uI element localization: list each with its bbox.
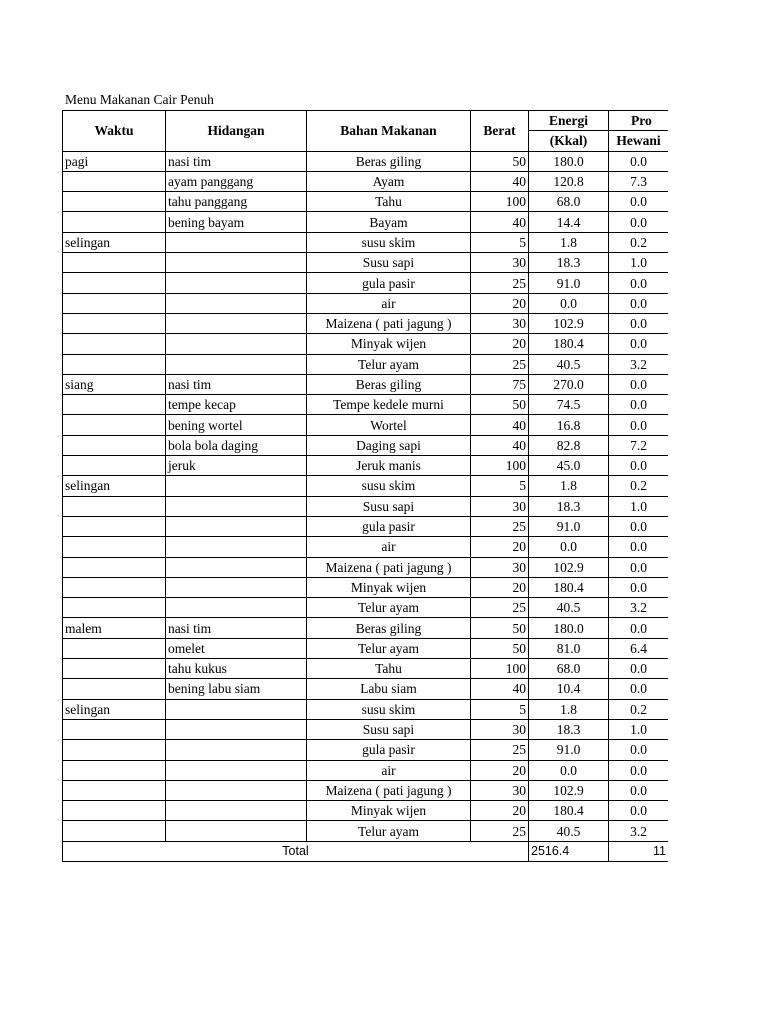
menu-table — [62, 110, 668, 862]
cell-bahan-makanan: air — [307, 537, 471, 557]
table-row — [63, 374, 669, 394]
cell-energi: 0.0 — [529, 760, 609, 780]
cell-waktu: siang — [63, 374, 166, 394]
cell-berat: 40 — [471, 415, 529, 435]
cell-bahan-makanan: Labu siam — [307, 679, 471, 699]
cell-waktu — [63, 253, 166, 273]
cell-hidangan: bening wortel — [166, 415, 307, 435]
cell-bahan-makanan: Telur ayam — [307, 598, 471, 618]
cell-waktu — [63, 293, 166, 313]
cell-hidangan — [166, 780, 307, 800]
table-row — [63, 679, 669, 699]
table-row — [63, 334, 669, 354]
cell-bahan-makanan: gula pasir — [307, 516, 471, 536]
header-waktu: Waktu — [63, 111, 166, 152]
cell-berat: 40 — [471, 679, 529, 699]
cell-berat: 30 — [471, 253, 529, 273]
cell-waktu — [63, 354, 166, 374]
cell-hidangan — [166, 253, 307, 273]
cell-hidangan: ayam panggang — [166, 171, 307, 191]
cell-berat: 5 — [471, 476, 529, 496]
table-row — [63, 638, 669, 658]
cell-waktu — [63, 679, 166, 699]
table-body — [63, 151, 669, 841]
header-hidangan: Hidangan — [166, 111, 307, 152]
cell-waktu — [63, 273, 166, 293]
table-row — [63, 659, 669, 679]
cell-bahan-makanan: Minyak wijen — [307, 334, 471, 354]
cell-hewani: 1.0 — [609, 719, 669, 739]
cell-energi: 18.3 — [529, 719, 609, 739]
cell-waktu — [63, 577, 166, 597]
cell-berat: 100 — [471, 456, 529, 476]
cell-bahan-makanan: Maizena ( pati jagung ) — [307, 780, 471, 800]
cell-bahan-makanan: Tahu — [307, 659, 471, 679]
cell-waktu — [63, 496, 166, 516]
cell-hidangan — [166, 232, 307, 252]
cell-bahan-makanan: air — [307, 293, 471, 313]
cell-berat: 5 — [471, 232, 529, 252]
cell-hewani: 0.2 — [609, 476, 669, 496]
cell-bahan-makanan: Telur ayam — [307, 638, 471, 658]
cell-bahan-makanan: Beras giling — [307, 618, 471, 638]
cell-berat: 20 — [471, 801, 529, 821]
cell-hewani: 0.0 — [609, 192, 669, 212]
cell-waktu — [63, 171, 166, 191]
cell-berat: 30 — [471, 557, 529, 577]
cell-bahan-makanan: susu skim — [307, 476, 471, 496]
cell-berat: 5 — [471, 699, 529, 719]
cell-hewani: 0.2 — [609, 232, 669, 252]
table-row — [63, 740, 669, 760]
cell-bahan-makanan: Susu sapi — [307, 496, 471, 516]
cell-berat: 25 — [471, 354, 529, 374]
cell-hewani: 0.0 — [609, 293, 669, 313]
cell-hewani: 0.0 — [609, 659, 669, 679]
table-row — [63, 232, 669, 252]
table-row — [63, 435, 669, 455]
cell-berat: 25 — [471, 821, 529, 841]
table-row — [63, 354, 669, 374]
cell-bahan-makanan: Tempe kedele murni — [307, 395, 471, 415]
total-hewani: 11 — [609, 841, 669, 861]
header-energi: Energi — [529, 111, 609, 131]
cell-hidangan: nasi tim — [166, 374, 307, 394]
table-row — [63, 821, 669, 841]
cell-bahan-makanan: Telur ayam — [307, 354, 471, 374]
cell-hewani: 0.0 — [609, 313, 669, 333]
cell-waktu — [63, 801, 166, 821]
cell-waktu: malem — [63, 618, 166, 638]
cell-hewani: 0.0 — [609, 151, 669, 171]
cell-berat: 25 — [471, 598, 529, 618]
cell-energi: 40.5 — [529, 598, 609, 618]
cell-hidangan: tempe kecap — [166, 395, 307, 415]
cell-hewani: 7.3 — [609, 171, 669, 191]
cell-hewani: 0.0 — [609, 395, 669, 415]
cell-hidangan — [166, 537, 307, 557]
cell-energi: 180.0 — [529, 151, 609, 171]
table-row — [63, 760, 669, 780]
cell-waktu — [63, 719, 166, 739]
cell-energi: 180.4 — [529, 577, 609, 597]
cell-waktu — [63, 516, 166, 536]
menu-table-viewport — [62, 110, 668, 864]
cell-energi: 1.8 — [529, 699, 609, 719]
cell-bahan-makanan: Beras giling — [307, 374, 471, 394]
cell-hewani: 0.0 — [609, 679, 669, 699]
table-row — [63, 151, 669, 171]
table-row — [63, 577, 669, 597]
cell-bahan-makanan: Ayam — [307, 171, 471, 191]
cell-bahan-makanan: Tahu — [307, 192, 471, 212]
table-row — [63, 293, 669, 313]
cell-berat: 40 — [471, 212, 529, 232]
cell-energi: 40.5 — [529, 354, 609, 374]
cell-energi: 102.9 — [529, 780, 609, 800]
cell-hewani: 0.0 — [609, 516, 669, 536]
cell-energi: 81.0 — [529, 638, 609, 658]
cell-energi: 270.0 — [529, 374, 609, 394]
cell-hidangan: nasi tim — [166, 618, 307, 638]
cell-waktu — [63, 598, 166, 618]
cell-energi: 14.4 — [529, 212, 609, 232]
cell-hidangan: jeruk — [166, 456, 307, 476]
cell-berat: 40 — [471, 171, 529, 191]
cell-berat: 20 — [471, 537, 529, 557]
table-row — [63, 557, 669, 577]
cell-hewani: 0.0 — [609, 415, 669, 435]
cell-hewani: 1.0 — [609, 253, 669, 273]
cell-hidangan — [166, 496, 307, 516]
cell-hewani: 0.0 — [609, 374, 669, 394]
cell-waktu — [63, 780, 166, 800]
cell-energi: 82.8 — [529, 435, 609, 455]
cell-waktu — [63, 760, 166, 780]
cell-hidangan — [166, 313, 307, 333]
cell-berat: 40 — [471, 435, 529, 455]
cell-hidangan — [166, 293, 307, 313]
header-bahan-makanan: Bahan Makanan — [307, 111, 471, 152]
cell-waktu — [63, 192, 166, 212]
cell-berat: 100 — [471, 659, 529, 679]
cell-hidangan — [166, 577, 307, 597]
cell-hidangan: omelet — [166, 638, 307, 658]
cell-bahan-makanan: air — [307, 760, 471, 780]
table-row — [63, 456, 669, 476]
cell-waktu — [63, 435, 166, 455]
cell-hidangan — [166, 821, 307, 841]
cell-bahan-makanan: susu skim — [307, 232, 471, 252]
cell-bahan-makanan: gula pasir — [307, 740, 471, 760]
cell-berat: 20 — [471, 760, 529, 780]
cell-hewani: 3.2 — [609, 598, 669, 618]
cell-waktu — [63, 313, 166, 333]
cell-berat: 50 — [471, 618, 529, 638]
table-row — [63, 395, 669, 415]
table-row — [63, 476, 669, 496]
cell-hewani: 0.0 — [609, 618, 669, 638]
cell-bahan-makanan: Maizena ( pati jagung ) — [307, 557, 471, 577]
cell-hewani: 0.0 — [609, 537, 669, 557]
table-row — [63, 212, 669, 232]
cell-hidangan — [166, 516, 307, 536]
cell-energi: 40.5 — [529, 821, 609, 841]
cell-energi: 1.8 — [529, 232, 609, 252]
cell-energi: 10.4 — [529, 679, 609, 699]
total-label: Total — [63, 841, 529, 861]
cell-hewani: 7.2 — [609, 435, 669, 455]
cell-waktu — [63, 212, 166, 232]
cell-hewani: 0.0 — [609, 740, 669, 760]
table-row — [63, 516, 669, 536]
cell-berat: 100 — [471, 192, 529, 212]
cell-energi: 180.0 — [529, 618, 609, 638]
cell-waktu — [63, 415, 166, 435]
cell-hewani: 0.0 — [609, 801, 669, 821]
cell-hidangan — [166, 699, 307, 719]
cell-waktu — [63, 456, 166, 476]
cell-waktu — [63, 334, 166, 354]
cell-hewani: 0.0 — [609, 334, 669, 354]
cell-energi: 102.9 — [529, 313, 609, 333]
cell-hidangan — [166, 334, 307, 354]
cell-bahan-makanan: gula pasir — [307, 273, 471, 293]
cell-hewani: 0.0 — [609, 760, 669, 780]
cell-hidangan — [166, 740, 307, 760]
cell-energi: 68.0 — [529, 659, 609, 679]
cell-hidangan — [166, 557, 307, 577]
cell-berat: 30 — [471, 719, 529, 739]
cell-hidangan: tahu kukus — [166, 659, 307, 679]
cell-hidangan: tahu panggang — [166, 192, 307, 212]
cell-bahan-makanan: Susu sapi — [307, 719, 471, 739]
cell-hidangan: bening bayam — [166, 212, 307, 232]
cell-hewani: 0.2 — [609, 699, 669, 719]
cell-energi: 91.0 — [529, 516, 609, 536]
cell-bahan-makanan: Jeruk manis — [307, 456, 471, 476]
header-hewani: Hewani — [609, 131, 669, 151]
cell-hewani: 0.0 — [609, 557, 669, 577]
cell-hewani: 1.0 — [609, 496, 669, 516]
header-berat: Berat — [471, 111, 529, 152]
table-row — [63, 699, 669, 719]
cell-waktu: selingan — [63, 476, 166, 496]
cell-hidangan — [166, 719, 307, 739]
cell-berat: 20 — [471, 577, 529, 597]
table-row — [63, 171, 669, 191]
table-row — [63, 273, 669, 293]
cell-berat: 50 — [471, 638, 529, 658]
cell-berat: 50 — [471, 395, 529, 415]
cell-energi: 0.0 — [529, 537, 609, 557]
cell-energi: 18.3 — [529, 253, 609, 273]
cell-energi: 120.8 — [529, 171, 609, 191]
cell-energi: 91.0 — [529, 740, 609, 760]
cell-bahan-makanan: Wortel — [307, 415, 471, 435]
cell-hidangan — [166, 354, 307, 374]
cell-hewani: 0.0 — [609, 212, 669, 232]
cell-waktu: pagi — [63, 151, 166, 171]
cell-waktu — [63, 557, 166, 577]
header-protein: Pro — [609, 111, 669, 131]
cell-waktu — [63, 537, 166, 557]
cell-hewani: 0.0 — [609, 456, 669, 476]
cell-energi: 0.0 — [529, 293, 609, 313]
cell-waktu: selingan — [63, 699, 166, 719]
table-row — [63, 253, 669, 273]
total-energi: 2516.4 — [529, 841, 609, 861]
cell-hidangan — [166, 476, 307, 496]
table-row — [63, 537, 669, 557]
cell-waktu — [63, 740, 166, 760]
cell-hidangan: bola bola daging — [166, 435, 307, 455]
header-energi-unit: (Kkal) — [529, 131, 609, 151]
cell-bahan-makanan: susu skim — [307, 699, 471, 719]
cell-berat: 25 — [471, 516, 529, 536]
cell-energi: 180.4 — [529, 801, 609, 821]
cell-berat: 30 — [471, 313, 529, 333]
cell-berat: 75 — [471, 374, 529, 394]
cell-bahan-makanan: Telur ayam — [307, 821, 471, 841]
cell-energi: 180.4 — [529, 334, 609, 354]
cell-energi: 74.5 — [529, 395, 609, 415]
cell-hewani: 0.0 — [609, 273, 669, 293]
cell-hewani: 0.0 — [609, 577, 669, 597]
table-row — [63, 598, 669, 618]
total-row — [63, 841, 669, 861]
cell-energi: 18.3 — [529, 496, 609, 516]
cell-waktu: selingan — [63, 232, 166, 252]
table-row — [63, 780, 669, 800]
cell-hewani: 6.4 — [609, 638, 669, 658]
cell-hidangan — [166, 598, 307, 618]
table-row — [63, 801, 669, 821]
table-row — [63, 496, 669, 516]
table-row — [63, 192, 669, 212]
table-row — [63, 719, 669, 739]
cell-berat: 50 — [471, 151, 529, 171]
cell-energi: 45.0 — [529, 456, 609, 476]
cell-berat: 25 — [471, 740, 529, 760]
table-row — [63, 313, 669, 333]
cell-bahan-makanan: Minyak wijen — [307, 577, 471, 597]
cell-berat: 20 — [471, 293, 529, 313]
cell-waktu — [63, 821, 166, 841]
cell-hidangan — [166, 273, 307, 293]
cell-berat: 25 — [471, 273, 529, 293]
cell-berat: 20 — [471, 334, 529, 354]
cell-energi: 16.8 — [529, 415, 609, 435]
cell-bahan-makanan: Maizena ( pati jagung ) — [307, 313, 471, 333]
cell-bahan-makanan: Beras giling — [307, 151, 471, 171]
cell-bahan-makanan: Minyak wijen — [307, 801, 471, 821]
header-row-1 — [63, 111, 669, 131]
cell-hidangan: bening labu siam — [166, 679, 307, 699]
cell-waktu — [63, 395, 166, 415]
cell-waktu — [63, 638, 166, 658]
table-row — [63, 618, 669, 638]
cell-hidangan — [166, 760, 307, 780]
cell-hewani: 0.0 — [609, 780, 669, 800]
cell-hidangan — [166, 801, 307, 821]
cell-bahan-makanan: Bayam — [307, 212, 471, 232]
cell-energi: 68.0 — [529, 192, 609, 212]
cell-bahan-makanan: Daging sapi — [307, 435, 471, 455]
cell-berat: 30 — [471, 780, 529, 800]
cell-hidangan: nasi tim — [166, 151, 307, 171]
cell-hewani: 3.2 — [609, 354, 669, 374]
cell-hewani: 3.2 — [609, 821, 669, 841]
table-row — [63, 415, 669, 435]
cell-berat: 30 — [471, 496, 529, 516]
cell-energi: 102.9 — [529, 557, 609, 577]
document-title: Menu Makanan Cair Penuh — [65, 92, 214, 107]
cell-energi: 1.8 — [529, 476, 609, 496]
cell-waktu — [63, 659, 166, 679]
cell-energi: 91.0 — [529, 273, 609, 293]
cell-bahan-makanan: Susu sapi — [307, 253, 471, 273]
